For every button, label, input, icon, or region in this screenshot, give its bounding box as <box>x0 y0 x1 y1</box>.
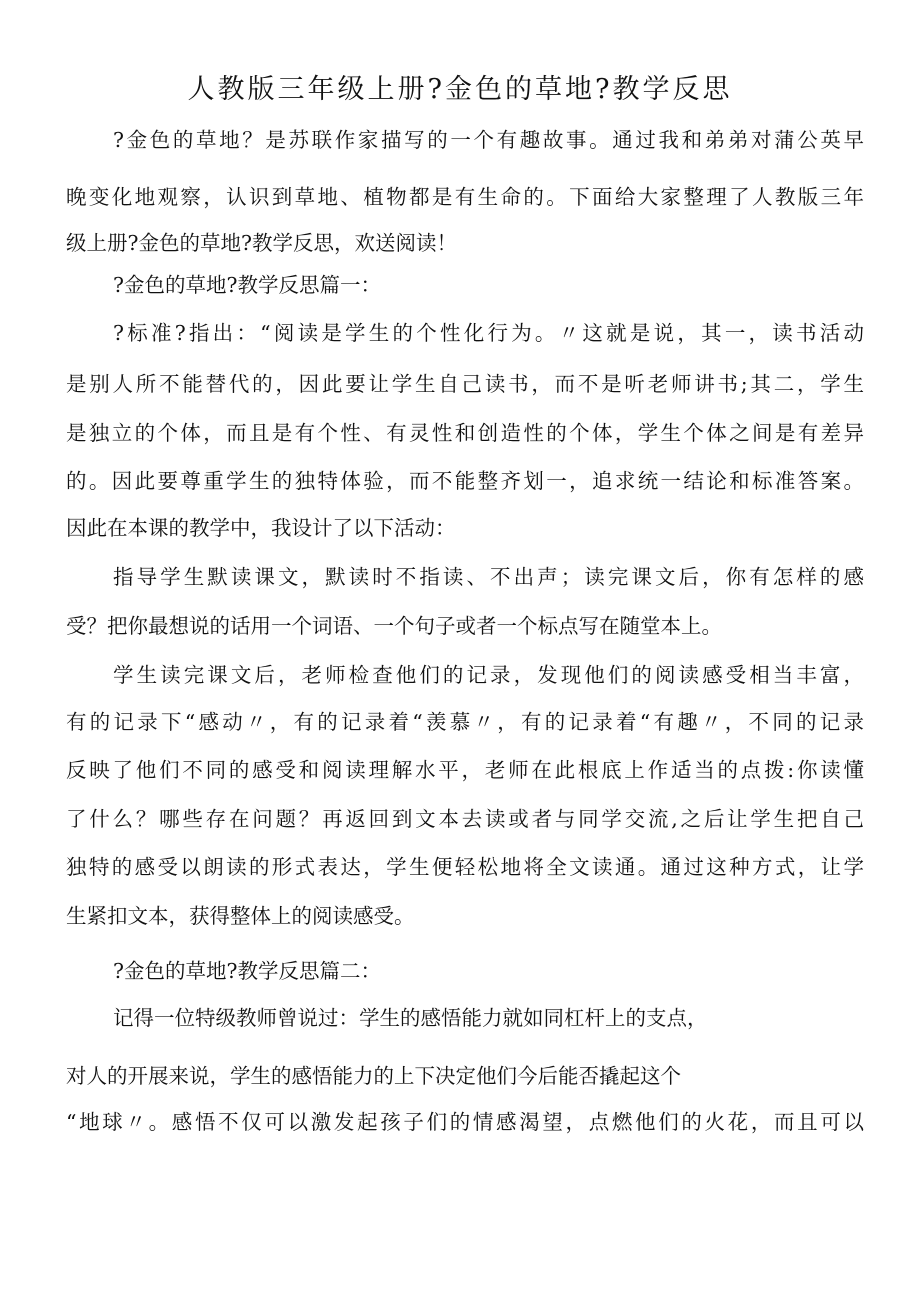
text-line: 反映了他们不同的感受和阅读理解水平，老师在此根底上作适当的点拨:你读懂 <box>66 758 864 782</box>
text-line: 学生读完课文后，老师检查他们的记录，发现他们的阅读感受相当丰富， <box>113 663 864 687</box>
text-line: 独特的感受以朗读的形式表达，学生便轻松地将全文读通。通过这种方式，让学 <box>66 855 864 879</box>
text-line: 是独立的个体，而且是有个性、有灵性和创造性的个体，学生个体之间是有差异 <box>66 421 864 445</box>
text-line: 受？把你最想说的话用一个词语、一个句子或者一个标点写在随堂本上。 <box>66 614 722 638</box>
text-line: ?标准?指出：“阅读是学生的个性化行为。〃这就是说，其一，读书活动 <box>113 321 864 345</box>
text-line: 有的记录下“感动〃，有的记录着“羡慕〃，有的记录着“有趣〃，不同的记录 <box>66 710 864 734</box>
document-title: 人教版三年级上册?金色的草地?教学反思 <box>187 74 733 105</box>
text-line: 是别人所不能替代的，因此要让学生自己读书，而不是听老师讲书;其二，学生 <box>66 372 864 396</box>
text-line: 对人的开展来说，学生的感悟能力的上下决定他们今后能否撬起这个 <box>66 1064 681 1088</box>
text-line: 生紧扣文本，获得整体上的阅读感受。 <box>66 904 415 928</box>
text-line: ?金色的草地？是苏联作家描写的一个有趣故事。通过我和弟弟对蒲公英早 <box>113 128 864 152</box>
text-line: 因此在本课的教学中，我设计了以下活动： <box>66 516 456 540</box>
section-heading: ?金色的草地?教学反思篇二： <box>113 959 381 983</box>
section-heading: ?金色的草地?教学反思篇一： <box>113 273 381 297</box>
text-line: 指导学生默读课文，默读时不指读、不出声；读完课文后，你有怎样的感 <box>113 565 864 589</box>
text-line: 级上册?金色的草地?教学反思，欢送阅读！ <box>66 231 457 255</box>
text-line: 晚变化地观察，认识到草地、植物都是有生命的。下面给大家整理了人教版三年 <box>66 185 864 209</box>
text-line: 的。因此要尊重学生的独特体验，而不能整齐划一，追求统一结论和标准答案。 <box>66 469 864 493</box>
text-line: “地球〃。感悟不仅可以激发起孩子们的情感渴望，点燃他们的火花，而且可以 <box>66 1110 864 1134</box>
text-line: 了什么？哪些存在问题？再返回到文本去读或者与同学交流,之后让学生把自己 <box>66 807 864 831</box>
text-line: 记得一位特级教师曾说过：学生的感悟能力就如同杠杆上的支点， <box>113 1006 708 1030</box>
